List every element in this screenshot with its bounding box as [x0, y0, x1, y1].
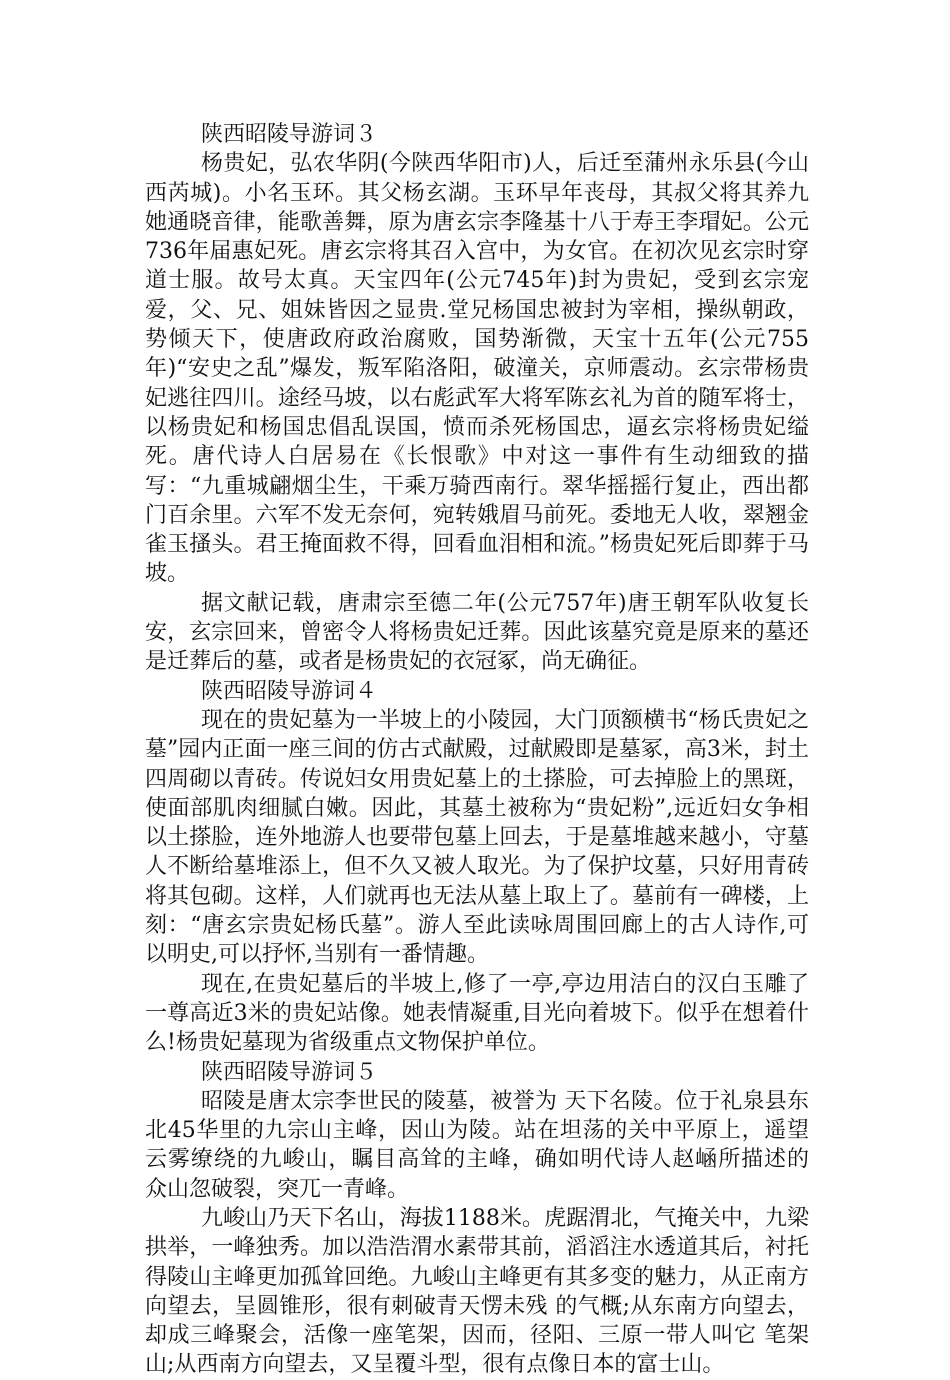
section-heading: 陕西昭陵导游词４: [201, 678, 378, 704]
section-heading: 陕西昭陵导游词３: [201, 122, 378, 147]
section-heading: 陕西昭陵导游词５: [201, 1059, 378, 1085]
paragraph: 昭陵是唐太宗李世民的陵墓，被誉为 天下名陵。位于礼泉县东北45华里的九宗山主峰，因山为陵。站在坦荡的关中平原上，遥望云雾缭绕的九峻山，瞩目高耸的主峰，确如明代诗人赵崡所描述的 众山忽破裂，突兀一青峰。: [145, 1088, 809, 1202]
paragraph: 九峻山乃天下名山，海拔1188米。虎踞渭北，气掩关中，九梁拱举，一峰独秀。加以浩浩渭水素带其前，滔滔注水透道其后，衬托得陵山主峰更加孤耸回绝。九峻山主峰更有其多变的魅力，从正南方向望去，呈圆锥形，很有刺破青天愣未残 的气概;从东南方向望去，却成三峰聚会，活像一座笔架，因而，径阳、三原一带人叫它 笔架山;从西南方向望去，又呈覆斗型，很有点像日本的富士山。: [145, 1205, 809, 1378]
section-3: [145, 120, 809, 677]
document-page: [145, 120, 809, 1380]
paragraph: 现在的贵妃墓为一半坡上的小陵园，大门顶额横书“杨氏贵妃之墓”园内正面一座三间的仿古式献殿，过献殿即是墓冢，高3米，封土四周砌以青砖。传说妇女用贵妃墓上的土搽脸，可去掉脸上的黑斑，使面部肌肉细腻白嫩。因此，其墓土被称为“贵妃粉”,远近妇女争相以土搽脸，连外地游人也要带包墓上回去，于是墓堆越来越小，守墓人不断给墓堆添上，但不久又被人取光。为了保护坟墓，只好用青砖将其包砌。这样，人们就再也无法从墓上取上了。墓前有一碑楼，上刻：“唐玄宗贵妃杨氏墓”。游人至此读咏周围回廊上的古人诗作,可以明史,可以抒怀,当别有一番情趣。: [145, 707, 809, 968]
paragraph: 据文献记载，唐肃宗至德二年(公元757年)唐王朝军队收复长安，玄宗回来，曾密令人将杨贵妃迁葬。因此该墓究竟是原来的墓还是迁葬后的墓，或者是杨贵妃的衣冠冢，尚无确征。: [145, 590, 809, 675]
section-5: [145, 1058, 809, 1380]
section-4: [145, 677, 809, 1058]
paragraph: 现在,在贵妃墓后的半坡上,修了一亭,亭边用洁白的汉白玉雕了一尊高近3米的贵妃站像。她表情凝重,目光向着坡下。似乎在想着什么!杨贵妃墓现为省级重点文物保护单位。: [145, 971, 809, 1056]
paragraph: 杨贵妃，弘农华阴(今陕西华阳市)人，后迁至蒲州永乐县(今山西芮城)。小名玉环。其父杨玄湖。玉环早年丧母，其叔父将其养九她通晓音律，能歌善舞，原为唐玄宗李隆基十八于寿王李瑁妃。公元736年届惠妃死。唐玄宗将其召入宫中，为女官。在初次见玄宗时穿道士服。故号太真。天宝四年(公元745年)封为贵妃，受到玄宗宠爱，父、兄、姐妹皆因之显贵.堂兄杨国忠被封为宰相，操纵朝政，势倾天下，使唐政府政治腐败，国势渐微，天宝十五年(公元755年)“安史之乱”爆发，叛军陷洛阳，破潼关，京师震动。玄宗带杨贵妃逃往四川。途经马坡，以右彪武军大将军陈玄礼为首的随军将士，以杨贵妃和杨国忠倡乱误国，愤而杀死杨国忠，逼玄宗将杨贵妃缢死。唐代诗人白居易在《长恨歌》中对这一事件有生动细致的描写：“九重城翩烟尘生，干乘万骑西南行。翠华摇摇行复止，西出都门百余里。六军不发无奈何，宛转娥眉马前死。委地无人收，翠翘金雀玉搔头。君王掩面救不得，回看血泪相和流。”杨贵妃死后即葬于马坡。: [145, 151, 809, 587]
